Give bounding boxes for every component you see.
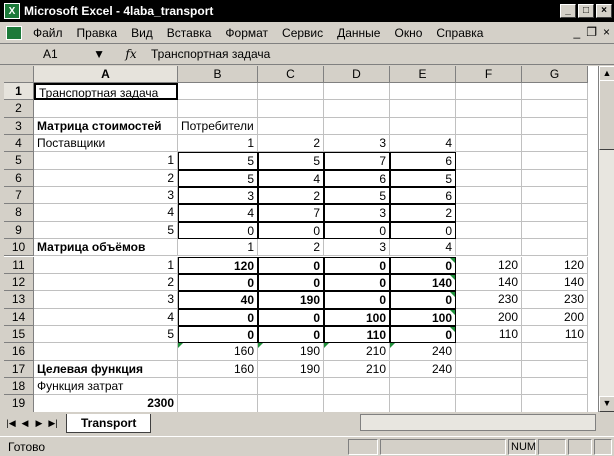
cell-a8[interactable]: 4 [34,204,178,221]
column-header-f[interactable]: F [456,66,522,83]
row-header-10[interactable]: 10 [4,239,34,256]
cell-d18[interactable] [324,378,390,395]
cell-f14[interactable]: 200 [456,309,522,326]
last-sheet-icon[interactable]: ▶| [48,417,58,428]
cell-b12[interactable]: 0 [178,274,258,291]
cell-c10[interactable]: 2 [258,239,324,256]
cell-g7[interactable] [522,187,588,204]
cell-d16[interactable]: 210 [324,343,390,360]
cell-e17[interactable]: 240 [390,361,456,378]
cell-e9[interactable]: 0 [390,222,456,239]
cell-f7[interactable] [456,187,522,204]
name-box[interactable] [3,45,111,63]
row-header-2[interactable]: 2 [4,100,34,117]
cell-a1[interactable]: Транспортная задача [34,83,178,100]
cell-f8[interactable] [456,204,522,221]
num-indicator: NUM [508,439,536,455]
row-header-16[interactable]: 16 [4,343,34,360]
row-header-13[interactable]: 13 [4,291,34,308]
cell-a10[interactable]: Матрица объёмов [34,239,178,256]
scroll-up-icon[interactable]: ▲ [599,66,614,82]
cell-e15[interactable]: 0 [390,326,456,343]
cell-g17[interactable] [522,361,588,378]
fx-icon[interactable]: fx [125,47,137,61]
row-header-19[interactable]: 19 [4,395,34,412]
cell-c15[interactable]: 0 [258,326,324,343]
chevron-down-icon[interactable]: ▼ [93,47,105,61]
cell-d9[interactable]: 0 [324,222,390,239]
row-header-8[interactable]: 8 [4,204,34,221]
cell-c7[interactable]: 2 [258,187,324,204]
cell-g11[interactable]: 120 [522,257,588,274]
row-header-12[interactable]: 12 [4,274,34,291]
select-all-corner[interactable] [4,66,34,83]
cell-d4[interactable]: 3 [324,135,390,152]
cell-e2[interactable] [390,100,456,117]
cell-e16[interactable]: 240 [390,343,456,360]
status-box [538,439,566,455]
cell-g10[interactable] [522,239,588,256]
cell-a16[interactable] [34,343,178,360]
cell-b11[interactable]: 120 [178,257,258,274]
column-header-c[interactable]: C [258,66,324,83]
cell-b10[interactable]: 1 [178,239,258,256]
row-header-6[interactable]: 6 [4,170,34,187]
menu-help[interactable]: Справка [436,25,484,40]
row-header-11[interactable]: 11 [4,257,34,274]
row-header-15[interactable]: 15 [4,326,34,343]
cell-g9[interactable] [522,222,588,239]
cell-c2[interactable] [258,100,324,117]
formula-input[interactable]: Транспортная задача [151,47,271,61]
cell-d13[interactable]: 0 [324,291,390,308]
cell-d2[interactable] [324,100,390,117]
cell-d5[interactable]: 7 [324,152,390,169]
cell-a11[interactable]: 1 [34,257,178,274]
cell-e4[interactable]: 4 [390,135,456,152]
cell-b7[interactable]: 3 [178,187,258,204]
scroll-thumb[interactable] [599,80,614,150]
cell-b17[interactable]: 160 [178,361,258,378]
cell-a3[interactable]: Матрица стоимостей [34,118,178,135]
status-box [594,439,612,455]
row-header-4[interactable]: 4 [4,135,34,152]
cell-e6[interactable]: 5 [390,170,456,187]
menu-insert[interactable]: Вставка [166,25,212,40]
cell-a14[interactable]: 4 [34,309,178,326]
cell-b1[interactable] [178,83,258,100]
menu-tools[interactable]: Сервис [282,25,324,40]
cell-c12[interactable]: 0 [258,274,324,291]
status-bar [0,436,614,456]
cell-b5[interactable]: 5 [178,152,258,169]
cell-d15[interactable]: 110 [324,326,390,343]
status-text: Готово [8,439,46,454]
close-button[interactable]: × [596,4,612,18]
column-header-e[interactable]: E [390,66,456,83]
cell-a7[interactable]: 3 [34,187,178,204]
row-header-18[interactable]: 18 [4,378,34,395]
menu-view[interactable]: Вид [131,25,153,40]
cell-a19[interactable]: 2300 [34,395,178,412]
cell-b19[interactable] [178,395,258,412]
horizontal-scrollbar[interactable] [360,414,596,431]
window-title: Microsoft Excel - 4laba_transport [24,4,214,18]
cell-b13[interactable]: 40 [178,291,258,308]
name-box-value: A1 [43,47,58,61]
cell-c3[interactable] [258,118,324,135]
minimize-button[interactable]: _ [560,4,576,18]
cell-f19[interactable] [456,395,522,412]
status-box [348,439,378,455]
cell-b2[interactable] [178,100,258,117]
doc-restore-icon[interactable]: ❐ [586,25,597,39]
cell-c1[interactable] [258,83,324,100]
cell-d8[interactable]: 3 [324,204,390,221]
cell-f3[interactable] [456,118,522,135]
cell-b18[interactable] [178,378,258,395]
cell-g3[interactable] [522,118,588,135]
cell-e12[interactable]: 140 [390,274,456,291]
cell-e5[interactable]: 6 [390,152,456,169]
column-header-b[interactable]: B [178,66,258,83]
cell-a6[interactable]: 2 [34,170,178,187]
cell-f12[interactable]: 140 [456,274,522,291]
menu-window[interactable]: Окно [394,25,423,40]
cell-g18[interactable] [522,378,588,395]
row-header-17[interactable]: 17 [4,361,34,378]
cell-b14[interactable]: 0 [178,309,258,326]
cell-g4[interactable] [522,135,588,152]
cell-a15[interactable]: 5 [34,326,178,343]
menu-file[interactable]: Файл [33,25,63,40]
cell-d17[interactable]: 210 [324,361,390,378]
cell-g14[interactable]: 200 [522,309,588,326]
cell-b3[interactable]: Потребители [178,118,258,135]
cell-d3[interactable] [324,118,390,135]
row-header-5[interactable]: 5 [4,152,34,169]
cell-d11[interactable]: 0 [324,257,390,274]
cell-g2[interactable] [522,100,588,117]
cell-a9[interactable]: 5 [34,222,178,239]
cell-f9[interactable] [456,222,522,239]
cell-f18[interactable] [456,378,522,395]
cell-a5[interactable]: 1 [34,152,178,169]
doc-minimize-icon[interactable]: _ [573,25,581,39]
cell-d10[interactable]: 3 [324,239,390,256]
cell-e10[interactable]: 4 [390,239,456,256]
cell-e13[interactable]: 0 [390,291,456,308]
cell-f16[interactable] [456,343,522,360]
cell-b16[interactable]: 160 [178,343,258,360]
title-bar [0,0,614,22]
cell-e19[interactable] [390,395,456,412]
cell-c18[interactable] [258,378,324,395]
cell-c14[interactable]: 0 [258,309,324,326]
excel-app-icon[interactable]: X [4,3,20,19]
cell-g16[interactable] [522,343,588,360]
column-header-d[interactable]: D [324,66,390,83]
cell-a13[interactable]: 3 [34,291,178,308]
cell-b15[interactable]: 0 [178,326,258,343]
cell-c6[interactable]: 4 [258,170,324,187]
cell-g5[interactable] [522,152,588,169]
cell-f11[interactable]: 120 [456,257,522,274]
first-sheet-icon[interactable]: |◀ [6,417,16,428]
cell-c9[interactable]: 0 [258,222,324,239]
cell-g13[interactable]: 230 [522,291,588,308]
cell-g6[interactable] [522,170,588,187]
formula-bar [0,44,614,65]
cell-f2[interactable] [456,100,522,117]
row-header-1[interactable]: 1 [4,83,34,100]
cell-d19[interactable] [324,395,390,412]
vertical-scrollbar[interactable] [598,66,614,412]
cell-a4[interactable]: Поставщики [34,135,178,152]
cell-f13[interactable]: 230 [456,291,522,308]
row-header-7[interactable]: 7 [4,187,34,204]
row-header-3[interactable]: 3 [4,118,34,135]
menu-data[interactable]: Данные [337,25,381,40]
menu-bar [0,22,614,44]
menu-edit[interactable]: Правка [76,25,118,40]
cell-g15[interactable]: 110 [522,326,588,343]
cell-c16[interactable]: 190 [258,343,324,360]
cell-e8[interactable]: 2 [390,204,456,221]
maximize-button[interactable]: □ [578,4,594,18]
status-box [568,439,592,455]
cell-b4[interactable]: 1 [178,135,258,152]
column-header-g[interactable]: G [522,66,588,83]
cell-g8[interactable] [522,204,588,221]
cell-c4[interactable]: 2 [258,135,324,152]
cell-e14[interactable]: 100 [390,309,456,326]
cell-g19[interactable] [522,395,588,412]
prev-sheet-icon[interactable]: ◀ [21,417,29,428]
cell-d12[interactable]: 0 [324,274,390,291]
cell-f6[interactable] [456,170,522,187]
cell-g12[interactable]: 140 [522,274,588,291]
status-box [380,439,506,455]
row-header-14[interactable]: 14 [4,309,34,326]
cell-b6[interactable]: 5 [178,170,258,187]
cell-f15[interactable]: 110 [456,326,522,343]
cell-e11[interactable]: 0 [390,257,456,274]
cell-c13[interactable]: 190 [258,291,324,308]
cell-d7[interactable]: 5 [324,187,390,204]
cell-g1[interactable] [522,83,588,100]
cell-e1[interactable] [390,83,456,100]
next-sheet-icon[interactable]: ▶ [35,417,43,428]
row-header-9[interactable]: 9 [4,222,34,239]
spreadsheet-grid[interactable] [4,66,598,412]
cell-d14[interactable]: 100 [324,309,390,326]
cell-f10[interactable] [456,239,522,256]
cell-a18[interactable]: Функция затрат [34,378,178,395]
cell-a2[interactable] [34,100,178,117]
document-icon[interactable] [6,26,22,40]
scroll-down-icon[interactable]: ▼ [599,396,614,412]
cell-d1[interactable] [324,83,390,100]
cell-e3[interactable] [390,118,456,135]
cell-b8[interactable]: 4 [178,204,258,221]
cell-c5[interactable]: 5 [258,152,324,169]
cell-c11[interactable]: 0 [258,257,324,274]
cell-d6[interactable]: 6 [324,170,390,187]
column-header-a[interactable]: A [34,66,178,83]
doc-close-icon[interactable]: × [602,25,610,39]
cell-a12[interactable]: 2 [34,274,178,291]
cell-c19[interactable] [258,395,324,412]
cell-f4[interactable] [456,135,522,152]
cell-f5[interactable] [456,152,522,169]
cell-f1[interactable] [456,83,522,100]
sheet-tab-transport[interactable]: Transport [66,414,151,433]
cell-b9[interactable]: 0 [178,222,258,239]
cell-f17[interactable] [456,361,522,378]
cell-c8[interactable]: 7 [258,204,324,221]
cell-c17[interactable]: 190 [258,361,324,378]
cell-a17[interactable]: Целевая функция [34,361,178,378]
cell-e7[interactable]: 6 [390,187,456,204]
menu-format[interactable]: Формат [225,25,269,40]
cell-e18[interactable] [390,378,456,395]
